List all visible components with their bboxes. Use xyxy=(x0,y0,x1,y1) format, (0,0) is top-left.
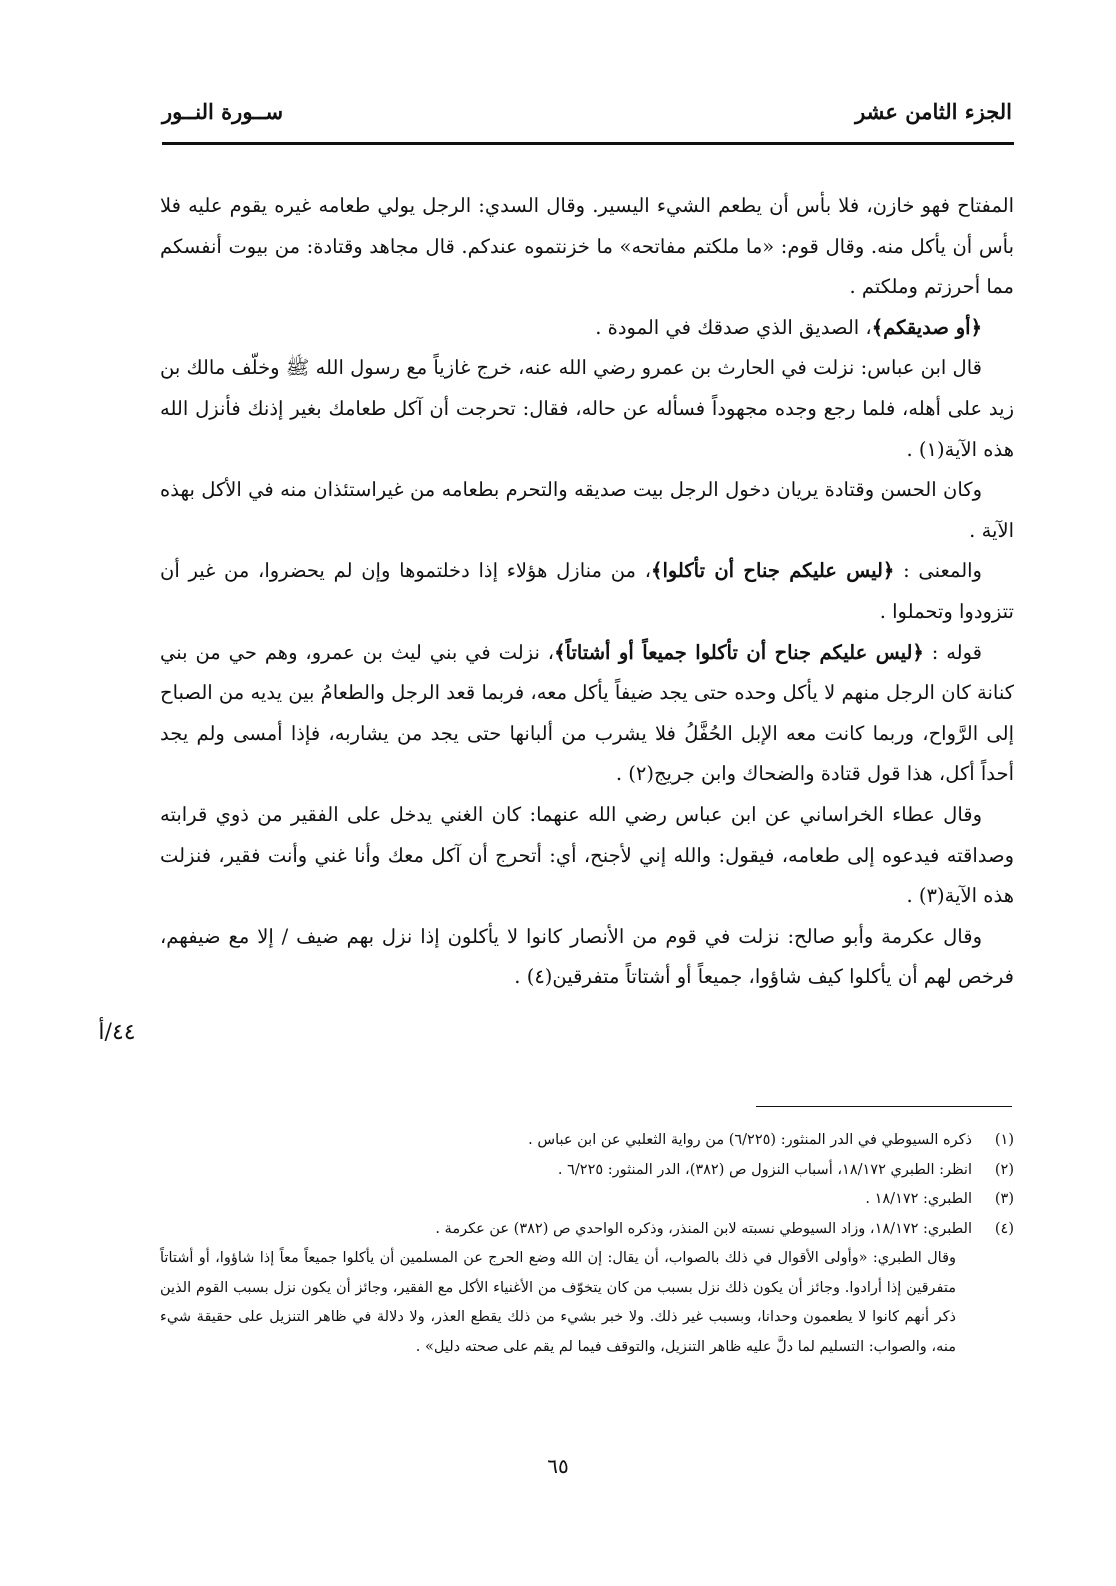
paragraph-8: وقال عكرمة وأبو صالح: نزلت في قوم من الأنصار كانوا لا يأكلون إذا نزل بهم ضيف / إلا مع ضيفهم، فرخص لهم أن يأكلوا كيف شاؤوا، جميعاً أو أشتاتاً متفرقين(٤) . xyxy=(160,924,1014,989)
footnote-text: انظر: الطبري ١٨/١٧٢، أسباب النزول ص (٣٨٢)، الدر المنثور: ٦/٢٢٥ . xyxy=(557,1161,972,1178)
main-text xyxy=(160,186,1014,998)
paragraph-1: المفتاح فهو خازن، فلا بأس أن يطعم الشيء اليسير. وقال السدي: الرجل يولي طعامه غيره يقوم عليه فلا بأس أن يأكل منه. وقال قوم: «ما ملكتم مفاتحه» ما خزنتموه عندكم. قال مجاهد وقتادة: من بيوت أنفسكم مما أحرزتم وملكتم . xyxy=(160,194,1014,299)
footnote-4-continuation: وقال الطبري: «وأولى الأقوال في ذلك بالصواب، أن يقال: إن الله وضع الحرج عن المسلمين أن يأكلوا جميعاً معاً إذا شاؤوا، أو أشتاتاً متفرقين إذا أرادوا. وجائز أن يكون ذلك نزل بسبب من كان يتخوّف من الأغنياء الأكل مع الفقير، وجائز أن يكون نزل بسبب القوم الذين ذكر أنهم كانوا لا يطعمون وحدانا، وبسبب غير ذلك. ولا خبر بشيء من ذلك يقطع العذر، ولا دلالة في ظاهر التنزيل على حقيقة شيء منه، والصواب: التسليم لما دلَّ عليه ظاهر التنزيل، والتوقف فيما لم يقم على صحته دليل» . xyxy=(160,1250,956,1355)
quran-quote: ﴿ليس عليكم جناح أن تأكلوا﴾ xyxy=(651,559,895,583)
paragraph-6 xyxy=(160,633,1014,795)
quran-quote: ﴿ليس عليكم جناح أن تأكلوا جميعاً أو أشتاتاً﴾ xyxy=(554,640,924,664)
paragraph-3: قال ابن عباس: نزلت في الحارث بن عمرو رضي الله عنه، خرج غازياً مع رسول الله ﷺ وخلّف مالك بن زيد على أهله، فلما رجع وجده مجهوداً فسأله عن حاله، فقال: تحرجت أن آكل طعامك بغير إذنك فأنزل الله هذه الآية(١) . xyxy=(160,356,1014,461)
running-header xyxy=(162,92,1012,130)
footnote-3 xyxy=(160,1185,1014,1215)
footnote-1 xyxy=(160,1126,1014,1156)
paragraph-5 xyxy=(160,551,1014,632)
footnote-number: (٤) xyxy=(994,1220,1014,1237)
paragraph-2 xyxy=(160,308,1014,349)
footnote-number: (٢) xyxy=(994,1161,1014,1178)
surah-title: ســورة النــور xyxy=(162,98,284,124)
page-number: ٦٥ xyxy=(547,1454,569,1478)
paragraph-2-text: ، الصديق الذي صدقك في المودة . xyxy=(595,315,872,339)
paragraph-6-text: ، نزلت في بني ليث بن عمرو، وهم حي من بني كنانة كان الرجل منهم لا يأكل وحده حتى يجد ضيفاً يأكل معه، فربما قعد الرجل والطعامُ بين يديه من الصباح إلى الرَّواح، وربما كانت معه الإبل الحُفَّلُ فلا يشرب من ألبانها حتى يجد من يشاربه، فإذا أمسى ولم يجد أحداً أكل، هذا قول قتادة والضحاك وابن جريج(٢) . xyxy=(160,640,1014,786)
footnote-2 xyxy=(160,1156,1014,1186)
paragraph-6-prefix: قوله : xyxy=(923,640,983,664)
footnote-text: ذكره السيوطي في الدر المنثور: (٦/٢٢٥) من رواية الثعلبي عن ابن عباس . xyxy=(528,1132,972,1148)
paragraph-4: وكان الحسن وقتادة يريان دخول الرجل بيت صديقه والتحرم بطعامه من غيراستئذان منه في الأكل بهذه الآية . xyxy=(160,478,1014,542)
paragraph-7: وقال عطاء الخراساني عن ابن عباس رضي الله عنهما: كان الغني يدخل على الفقير من ذوي قرابته وصداقته فيدعوه إلى طعامه، فيقول: والله إني لأجنح، أي: أتحرج أن آكل معك وأنا غني وأنت فقير، فنزلت هذه الآية(٣) . xyxy=(160,802,1014,908)
footnotes xyxy=(160,1126,1014,1362)
footnote-4 xyxy=(160,1215,1014,1245)
footnote-number: (١) xyxy=(994,1132,1014,1148)
quran-quote: ﴿أو صديقكم﴾ xyxy=(871,315,982,339)
footnote-separator xyxy=(756,1106,1012,1107)
manuscript-folio-marker: ٤٤/أ xyxy=(98,1020,136,1045)
footnote-text: الطبري: ١٨/١٧٢ . xyxy=(865,1191,972,1207)
footnote-number: (٣) xyxy=(994,1191,1014,1207)
part-title: الجزء الثامن عشر xyxy=(855,98,1012,124)
paragraph-5-prefix: والمعنى : xyxy=(894,559,982,583)
paragraph-5-text: ، من منازل هؤلاء إذا دخلتموها وإن لم يحضروا، من غير أن تتزودوا وتحملوا . xyxy=(160,559,1014,623)
footnote-text: الطبري: ١٨/١٧٢، وزاد السيوطي نسبته لابن المنذر، وذكره الواحدي ص (٣٨٢) عن عكرمة . xyxy=(435,1220,972,1237)
header-rule xyxy=(162,142,1014,145)
